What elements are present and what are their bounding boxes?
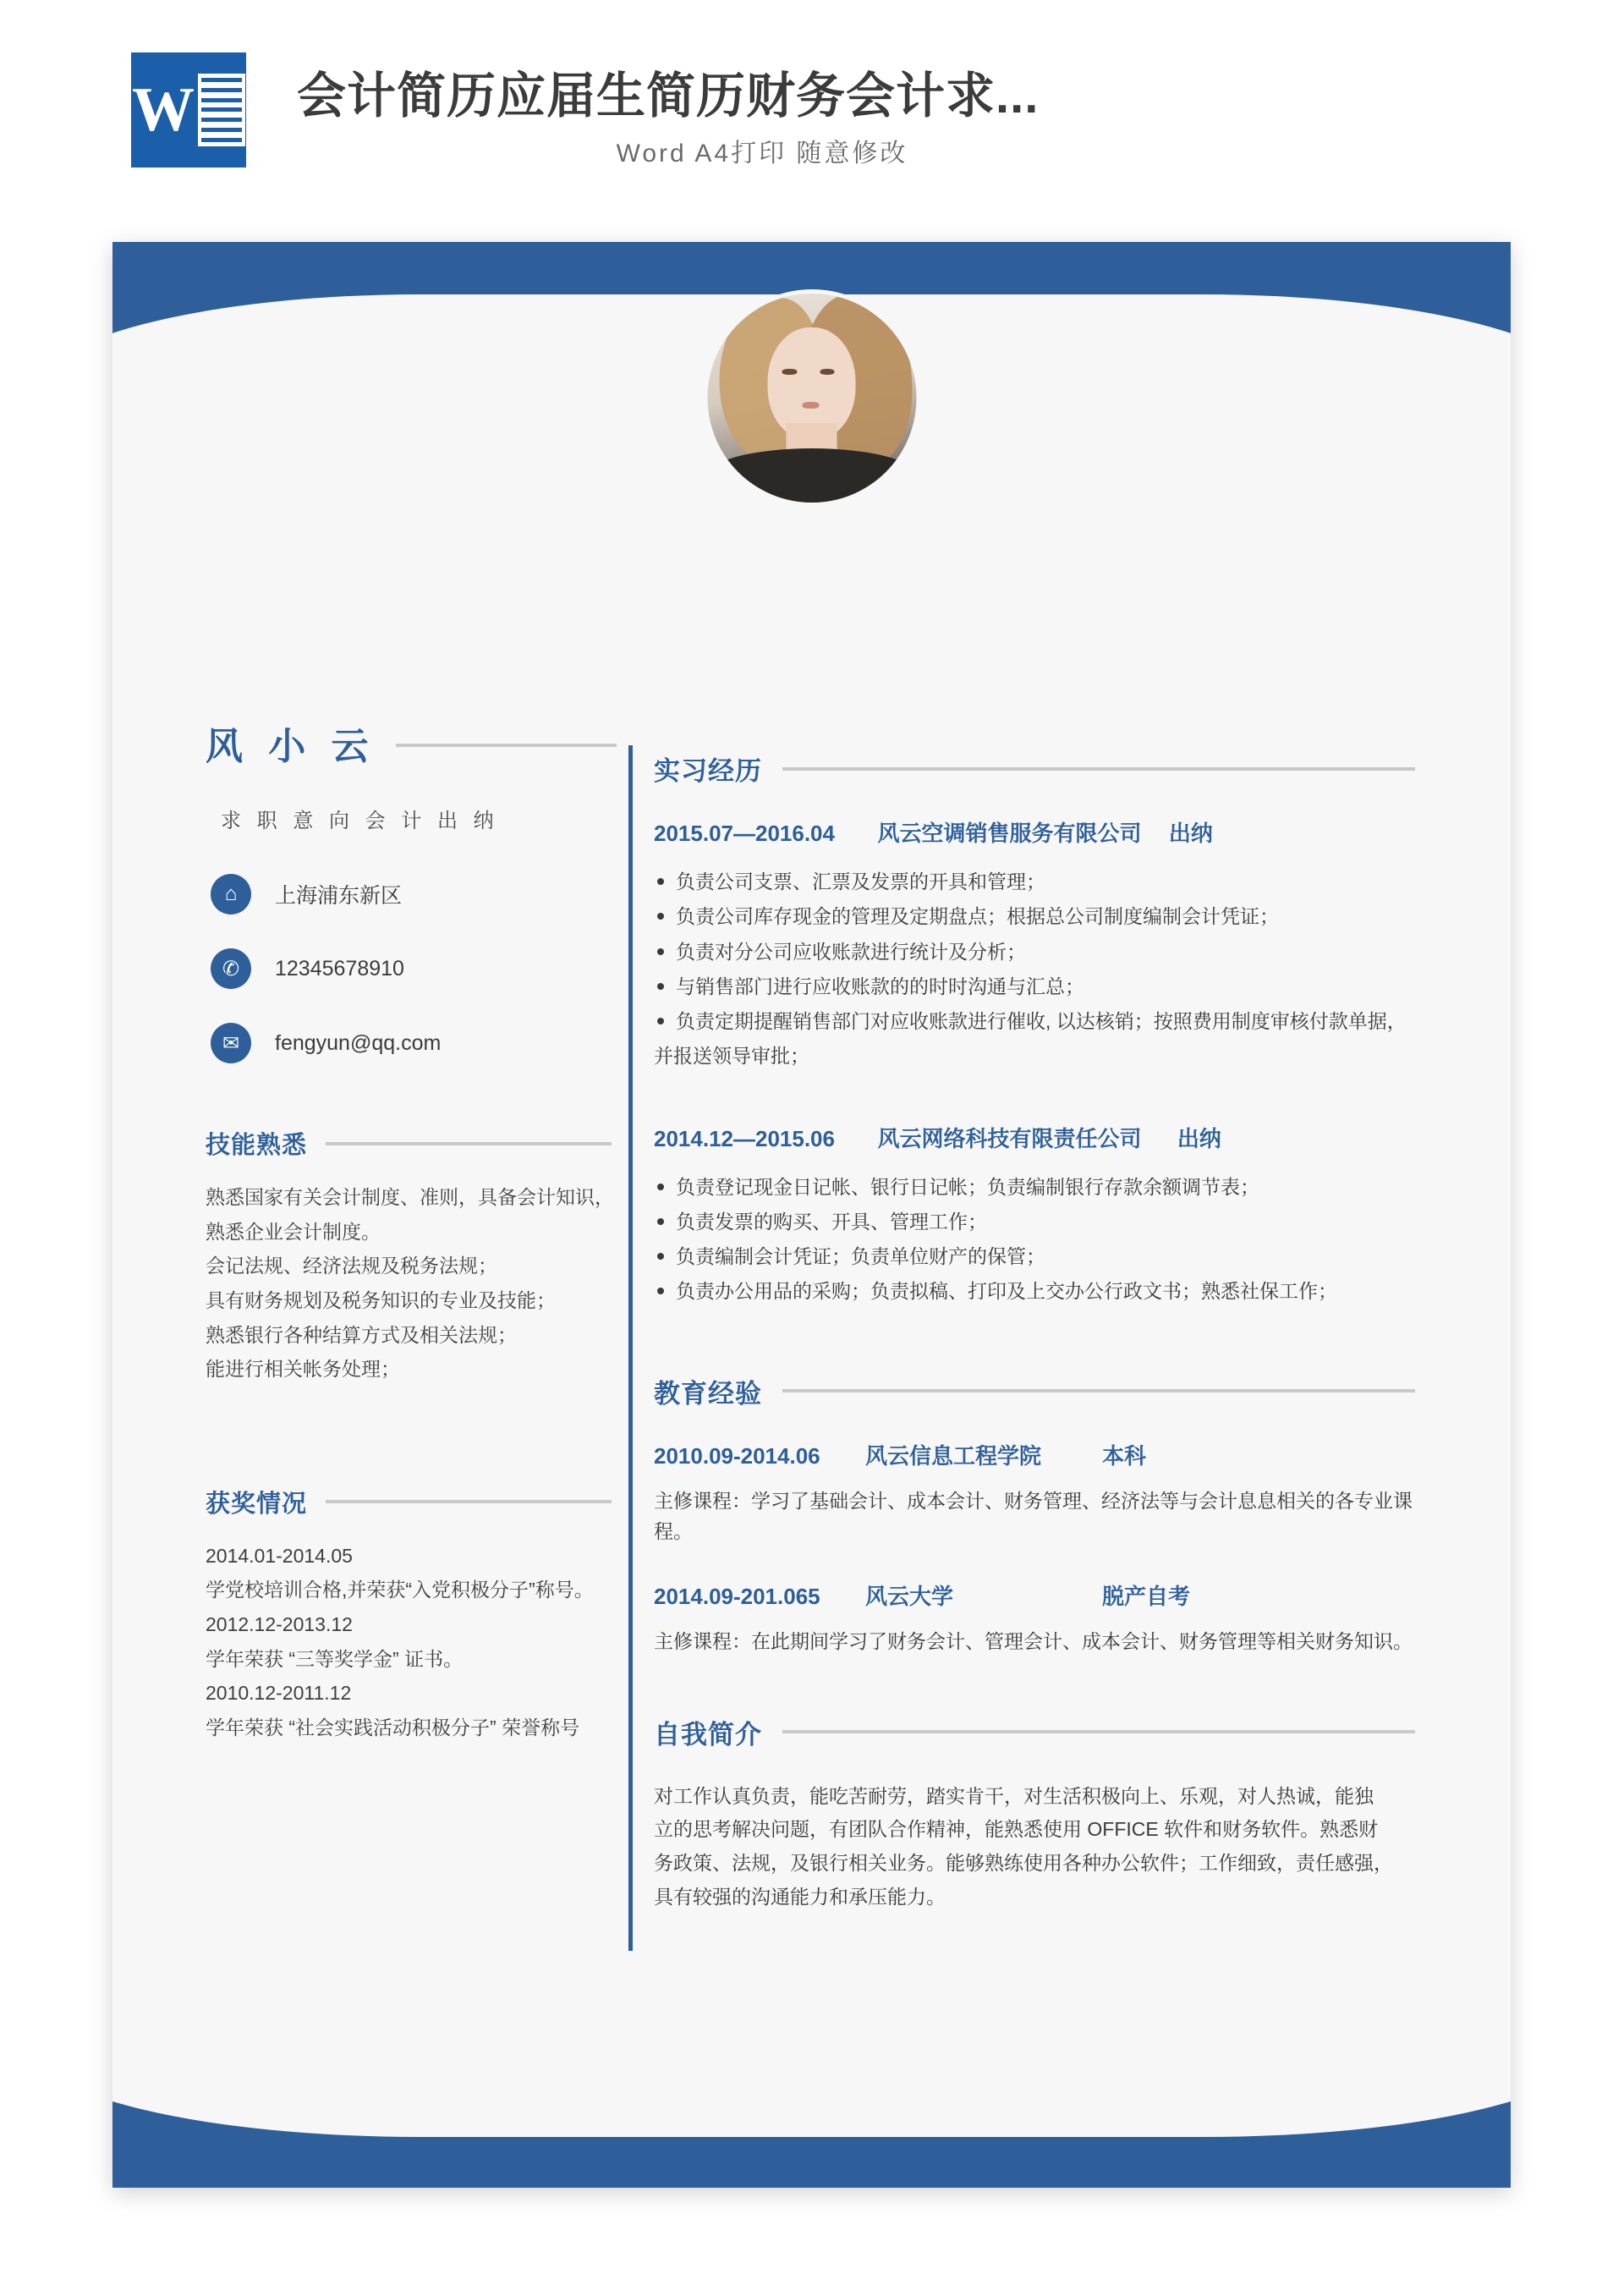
internship-role: 出纳	[1177, 1125, 1221, 1151]
internship-duty: 负责编制会计凭证；负责单位财产的保管；	[654, 1241, 1415, 1272]
internship-duty: 负责对分公司应收账款进行统计及分析；	[654, 937, 1415, 968]
contact-email-value: fengyun@qq.com	[275, 1030, 442, 1055]
internship-duty: 负责定期提醒销售部门对应收账款进行催收, 以达核销；按照费用制度审核付款单据，	[654, 1006, 1415, 1037]
contact-item-phone	[211, 948, 620, 989]
education-rule	[782, 1389, 1415, 1392]
internship-job-header	[654, 1122, 1415, 1153]
internship-title: 实习经历	[654, 756, 762, 786]
education-title: 教育经验	[654, 1378, 762, 1409]
word-letter: W	[132, 75, 195, 145]
awards-line: 学党校培训合格,并荣获“入党积极分子”称号。	[206, 1579, 594, 1601]
skills-line: 熟悉银行各种结算方式及相关法规；	[206, 1323, 517, 1346]
self-intro-line: 具有较强的沟通能力和承压能力。	[654, 1885, 946, 1908]
skills-line: 能进行相关帐务处理；	[206, 1358, 400, 1381]
self-intro-section	[654, 1713, 1415, 1914]
internship-duty: 负责发票的购买、开具、管理工作；	[654, 1206, 1415, 1238]
awards-rule	[326, 1500, 612, 1503]
skills-section	[206, 1126, 620, 1385]
internship-role: 出纳	[1168, 821, 1213, 846]
education-row	[654, 1579, 1415, 1611]
document-header	[131, 44, 1527, 196]
internship-duty: 与销售部门进行应收账款的的时时沟通与汇总；	[654, 971, 1415, 1002]
skills-line: 具有财务规划及税务知识的专业及技能；	[206, 1288, 556, 1311]
internship-company: 风云空调销售服务有限公司	[877, 821, 1142, 846]
awards-line: 学年荣获 “社会实践活动积极分子” 荣誉称号	[206, 1717, 580, 1739]
column-divider	[628, 745, 633, 2065]
internship-duty: 负责办公用品的采购；负责拟稿、打印及上交办公行政文书；熟悉社保工作；	[654, 1276, 1415, 1307]
avatar	[703, 289, 920, 507]
education-heading	[654, 1372, 1415, 1410]
document-lines-icon	[198, 74, 245, 146]
skills-title: 技能熟悉	[206, 1132, 308, 1159]
internship-job-header	[654, 816, 1415, 848]
candidate-name: 风 小 云	[206, 726, 376, 767]
awards-line: 学年荣获 “三等奖学金” 证书。	[206, 1647, 464, 1670]
name-rule	[396, 744, 617, 747]
self-intro-line: 务政策、法规，及银行相关业务。能够熟练使用各种办公软件；工作细致，责任感强，	[654, 1851, 1393, 1874]
resume-sheet	[112, 242, 1511, 2188]
education-description: 主修课程：学习了基础会计、成本会计、财务管理、经济法等与会计息息相关的各专业课程。	[654, 1489, 1413, 1543]
contact-phone-value: 12345678910	[275, 956, 404, 980]
name-row	[206, 716, 620, 770]
left-column	[112, 716, 620, 1748]
skills-line: 会记法规、经济法规及税务法规；	[206, 1255, 497, 1277]
internship-job	[654, 1122, 1415, 1308]
education-degree: 脱产自考	[1102, 1584, 1191, 1610]
internship-period: 2014.12—2015.06	[654, 1125, 835, 1151]
education-school: 风云信息工程学院	[865, 1442, 1042, 1469]
self-intro-heading	[654, 1713, 1415, 1751]
internship-company: 风云网络科技有限责任公司	[877, 1125, 1142, 1151]
internship-section	[654, 750, 1415, 1308]
contact-item-email	[211, 1023, 620, 1063]
awards-line: 2012.12-2013.12	[206, 1613, 353, 1636]
self-intro-title: 自我简介	[654, 1719, 762, 1749]
internship-heading	[654, 750, 1415, 788]
awards-line: 2010.12-2011.12	[206, 1682, 352, 1705]
awards-body	[206, 1541, 620, 1744]
skills-line: 熟悉企业会计制度。	[206, 1220, 381, 1243]
internship-duty-continued: 并报送领导审批；	[654, 1045, 809, 1068]
skills-rule	[326, 1142, 612, 1145]
education-school: 风云大学	[865, 1584, 954, 1610]
self-intro-line: 立的思考解决问题，有团队合作精神，能熟悉使用 OFFICE 软件和财务软件。熟悉财	[654, 1818, 1379, 1841]
education-period: 2010.09-2014.06	[654, 1442, 820, 1469]
skills-body	[206, 1183, 620, 1385]
skills-line: 熟悉国家有关会计制度、准则，具备会计知识，	[206, 1186, 614, 1208]
contact-item-address	[211, 874, 620, 915]
contact-list	[211, 874, 620, 1063]
education-section	[654, 1372, 1415, 1657]
awards-line: 2014.01-2014.05	[206, 1544, 353, 1567]
page-subtitle: Word A4打印 随意修改	[616, 140, 908, 168]
skills-heading	[206, 1126, 620, 1161]
education-row	[654, 1439, 1415, 1470]
internship-duty: 负责公司库存现金的管理及定期盘点；根据总公司制度编制会计凭证；	[654, 901, 1415, 932]
education-period: 2014.09-201.065	[654, 1584, 820, 1610]
education-description: 主修课程：在此期间学习了财务会计、管理会计、成本会计、财务管理等相关财务知识。	[654, 1630, 1413, 1653]
self-intro-line: 对工作认真负责，能吃苦耐劳，踏实肯干，对生活积极向上、乐观，对人热诚，能独	[654, 1784, 1374, 1807]
internship-duty: 负责公司支票、汇票及发票的开具和管理；	[654, 866, 1415, 898]
right-column	[654, 750, 1415, 1961]
internship-job	[654, 816, 1415, 1073]
contact-address-value: 上海浦东新区	[275, 884, 403, 908]
internship-duty-list	[654, 866, 1415, 1073]
internship-duty-list	[654, 1172, 1415, 1308]
awards-section	[206, 1485, 620, 1744]
self-intro-rule	[782, 1730, 1415, 1733]
page-title: 会计简历应届生简历财务会计求...	[297, 69, 1040, 124]
phone-icon: ✆	[211, 948, 251, 989]
internship-period: 2015.07—2016.04	[654, 821, 835, 846]
internship-rule	[782, 767, 1415, 771]
word-document-icon	[131, 52, 246, 168]
mail-icon: ✉	[211, 1023, 251, 1063]
internship-duty: 负责登记现金日记帐、银行日记帐；负责编制银行存款余额调节表；	[654, 1172, 1415, 1203]
awards-title: 获奖情况	[206, 1490, 308, 1518]
awards-heading	[206, 1485, 620, 1519]
bottom-curve-decoration	[112, 1951, 1511, 2137]
home-icon: ⌂	[211, 874, 251, 915]
education-degree: 本科	[1102, 1442, 1147, 1469]
job-objective: 求 职 意 向 会 计 出 纳	[221, 810, 499, 832]
self-intro-body	[654, 1780, 1415, 1914]
